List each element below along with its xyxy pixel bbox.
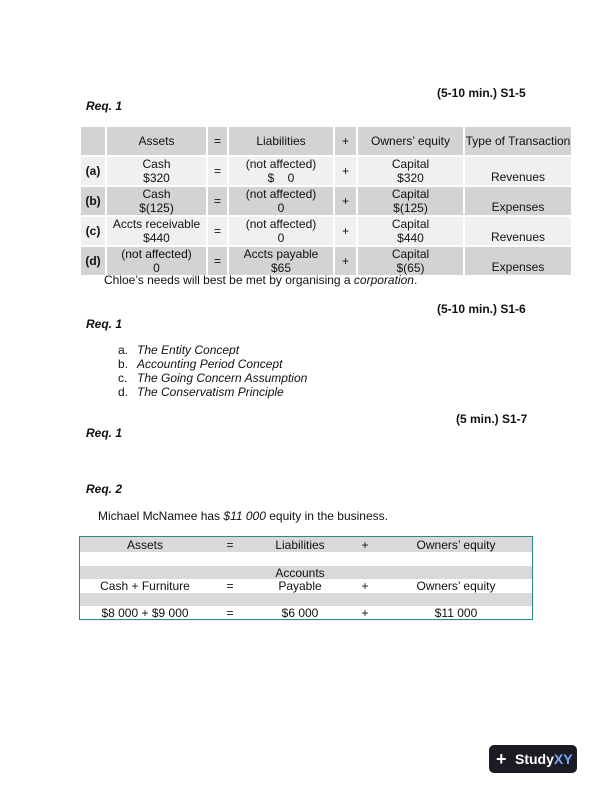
equals-cell: = [208, 247, 227, 275]
list-item: a. The Entity Concept [118, 343, 240, 357]
liabilities-cell: Accts payable $65 [229, 247, 333, 275]
plus-cell: + [335, 247, 356, 275]
assets-cell: Cash $320 [107, 157, 206, 185]
assets-cell: (not affected) 0 [107, 247, 206, 275]
table-row [80, 606, 532, 620]
table-row [81, 247, 571, 275]
column-header: Liabilities [275, 538, 325, 552]
req-heading: Req. 2 [86, 482, 123, 496]
concepts-list [118, 343, 307, 399]
liabilities-cell: (not affected) 0 [229, 217, 333, 245]
plus-cell: + [335, 217, 356, 245]
liabilities-cell: (not affected) $ 0 [229, 157, 333, 185]
table-header-row [81, 127, 571, 155]
plus-cell: + [335, 157, 356, 185]
plus-cell: + [361, 606, 369, 620]
liabilities-cell: (not affected) 0 [229, 187, 333, 215]
equity-cell: Capital $320 [358, 157, 463, 185]
transaction-type-cell: Expenses [465, 247, 571, 275]
transaction-type-cell: Revenues [465, 217, 571, 245]
liabilities-cell: $6 000 [281, 606, 319, 620]
exercise-ref-s1-7: (5 min.) S1-7 [456, 412, 528, 426]
business-form-note: Chloe’s needs will best be met by organising a corporation. [104, 273, 418, 287]
table-row [81, 157, 571, 185]
column-header: Assets [126, 538, 163, 552]
equity-cell: $11 000 [434, 606, 478, 620]
req-heading: Req. 1 [86, 426, 123, 440]
table-row [80, 579, 532, 593]
list-item: d. The Conservatism Principle [118, 385, 284, 399]
row-label: (c) [81, 217, 105, 245]
assets-cell: Accts receivable $440 [107, 217, 206, 245]
column-header: + [335, 127, 356, 155]
column-header: = [208, 127, 227, 155]
equals-cell: = [208, 157, 227, 185]
transaction-analysis-table [79, 125, 573, 277]
req-heading: Req. 1 [86, 99, 123, 113]
list-item: c. The Going Concern Assumption [118, 371, 308, 385]
equity-cell: Capital $(65) [358, 247, 463, 275]
table-row [81, 217, 571, 245]
row-label: (b) [81, 187, 105, 215]
row-label: (d) [81, 247, 105, 275]
column-header: Liabilities [229, 127, 333, 155]
equals-cell: = [208, 217, 227, 245]
equity-cell: Capital $440 [358, 217, 463, 245]
equity-cell: Owners’ equity [416, 579, 496, 593]
equals-cell: = [226, 606, 234, 620]
accounts-label: Accounts [275, 566, 325, 580]
column-header: = [226, 538, 234, 552]
list-item: b. Accounting Period Concept [118, 357, 283, 371]
assets-cell: Cash + Furniture [100, 579, 190, 593]
exercise-ref-s1-6: (5-10 min.) S1-6 [437, 302, 526, 316]
column-header: Owners’ equity [358, 127, 463, 155]
transaction-type-cell: Revenues [465, 157, 571, 185]
assets-cell: $8 000 + $9 000 [101, 606, 189, 620]
assets-cell: Cash $(125) [107, 187, 206, 215]
equals-cell: = [208, 187, 227, 215]
spacer-row [80, 593, 532, 606]
req-heading: Req. 1 [86, 317, 123, 331]
table-header-row [80, 537, 532, 552]
row-label: (a) [81, 157, 105, 185]
logo-text: StudyXY [515, 751, 573, 767]
plus-cell: + [361, 579, 369, 593]
equity-cell: Capital $(125) [358, 187, 463, 215]
plus-icon: + [496, 749, 507, 769]
plus-cell: + [335, 187, 356, 215]
equity-equation-table [79, 536, 533, 620]
studyxy-logo[interactable] [489, 745, 577, 773]
liabilities-cell: Payable [278, 579, 322, 593]
table-row [80, 566, 532, 579]
table-row [81, 187, 571, 215]
transaction-type-cell: Expenses [465, 187, 571, 215]
equity-sentence: Michael McNamee has $11 000 equity in the business. [98, 509, 388, 523]
column-header: Owners’ equity [416, 538, 496, 552]
equals-cell: = [226, 579, 234, 593]
column-header: + [361, 538, 369, 552]
column-header: Assets [107, 127, 206, 155]
column-header: Type of Transaction [465, 127, 571, 155]
exercise-ref-s1-5: (5-10 min.) S1-5 [437, 86, 526, 100]
